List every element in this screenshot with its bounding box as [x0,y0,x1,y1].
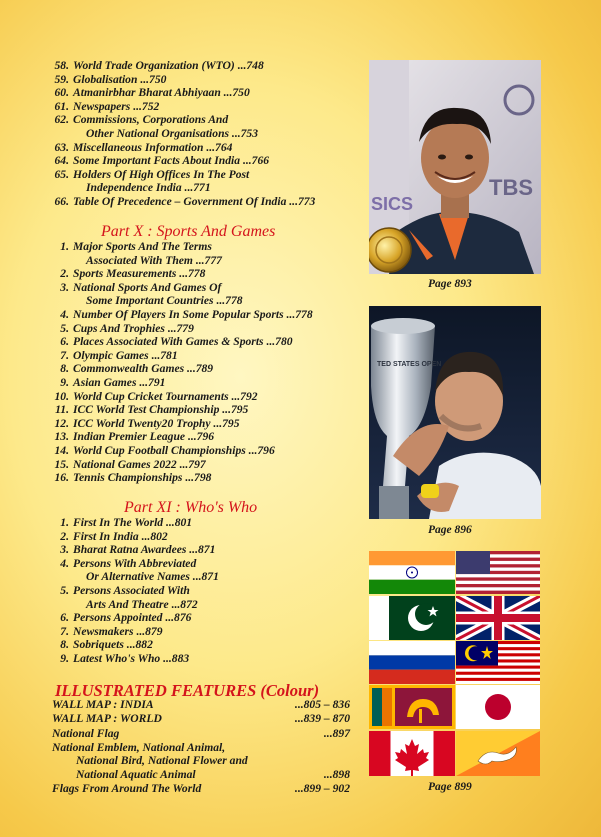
flag-pakistan [369,596,455,640]
item-text: Sports Measurements ...778 [73,267,206,281]
feature-label: National Flag [52,727,120,741]
list-item [52,195,370,209]
item-text: Places Associated With Games & Sports ...780 [73,335,293,349]
item-text: Persons With Abbreviated [73,556,197,570]
list-item [52,417,370,431]
list-item [52,113,370,127]
feature-label: WALL MAP : WORLD [52,711,162,725]
item-text: Asian Games ...791 [73,375,166,389]
tennis-trophy-image [369,306,541,519]
item-text: Newsmakers ...879 [73,624,163,638]
item-text-continued: Other National Organisations ...753 [86,126,259,140]
uk-flag-icon [456,596,540,640]
item-number: 62. [54,113,69,127]
item-number: 1. [60,516,69,529]
item-text-continued: Some Important Countries ...778 [86,294,243,308]
item-text: Holders Of High Offices In The Post [73,167,250,181]
list-item [52,516,370,530]
flag-japan [456,685,540,729]
list-item [52,362,370,376]
item-number: 5. [60,321,69,335]
item-text: First In The World ...801 [73,516,193,529]
item-text-continued: Or Alternative Names ...871 [86,570,219,584]
item-number: 7. [60,624,69,638]
features-list [52,698,352,795]
sri-lanka-flag-icon [369,685,455,729]
features-title: ILLUSTRATED FEATURES (Colour) [55,681,320,700]
feature-row [52,768,352,782]
item-text-continued: Independence India ...771 [86,181,211,195]
flag-uk [456,596,540,640]
item-number: 2. [60,529,69,543]
list-item [52,543,370,557]
item-number: 7. [60,348,69,362]
item-text: Miscellaneous Information ...764 [73,140,233,154]
flag-malaysia [456,641,540,684]
item-number: 13. [54,430,69,444]
feature-row [52,698,352,712]
item-text: Tennis Championships ...798 [73,471,212,485]
item-number: 58. [54,59,69,72]
feature-label: National Bird, National Flower and [76,754,248,768]
item-text: Major Sports And The Terms [73,240,212,253]
part-x-list [52,240,370,485]
item-text: Latest Who's Who ...883 [73,651,190,665]
item-text: Some Important Facts About India ...766 [73,154,270,168]
japan-flag-icon [456,685,540,729]
item-text: Commissions, Corporations And [73,113,229,127]
feature-pages: ...805 – 836 [294,698,350,711]
flag-usa [456,551,540,594]
list-item [52,376,370,390]
list-item [52,267,370,281]
list-item [52,430,370,444]
list-item [52,322,370,336]
malaysia-flag-icon [456,641,540,684]
list-item [52,611,370,625]
flag-canada [369,731,455,776]
feature-label: National Emblem, National Animal, [52,740,226,754]
list-item [52,638,370,652]
feature-row [52,741,352,755]
item-text: Commonwealth Games ...789 [73,362,214,376]
item-number: 3. [60,280,69,294]
feature-label: National Aquatic Animal [76,767,196,781]
russia-flag-icon [369,641,455,684]
feature-pages: ...899 – 902 [294,781,350,795]
item-number: 63. [54,140,69,154]
photo1-caption: Page 893 [428,278,472,290]
item-number: 3. [60,543,69,557]
list-item [52,73,370,87]
item-number: 10. [54,389,69,403]
item-number: 14. [54,443,69,457]
list-item [52,308,370,322]
item-text: Persons Associated With [73,583,190,597]
item-number: 9. [60,651,69,665]
feature-pages: ...898 [323,767,350,781]
banner-text-sics: SICS [371,194,414,214]
list-item [52,154,370,168]
item-text: First In India ...802 [73,529,168,543]
list-item [52,281,370,295]
list-item [52,390,370,404]
item-number: 1. [60,240,69,253]
item-text: ICC World Twenty20 Trophy ...795 [73,416,240,430]
item-number: 9. [60,375,69,389]
feature-row [52,782,352,796]
trophy-engraving: TED STATES OPEN [377,361,442,368]
item-text: Atmanirbhar Bharat Abhiyaan ...750 [73,86,250,100]
item-number: 15. [54,457,69,471]
item-number: 8. [60,362,69,376]
item-text: Globalisation ...750 [73,72,167,86]
item-number: 61. [54,99,69,113]
flags-caption: Page 899 [428,781,472,793]
list-item [52,557,370,571]
list-item [52,86,370,100]
item-text: National Sports And Games Of [73,280,222,294]
part-xi-title: Part XI : Who's Who [124,499,258,516]
item-text: Cups And Trophies ...779 [73,321,194,335]
canada-flag-icon [369,731,455,776]
flag-bhutan [456,731,540,776]
item-text-continued: Associated With Them ...777 [86,253,222,267]
item-number: 8. [60,638,69,652]
item-number: 2. [60,267,69,281]
list-item [52,444,370,458]
usa-flag-icon [456,551,540,594]
feature-label: WALL MAP : INDIA [52,698,154,711]
list-item [52,59,370,73]
item-number: 6. [60,611,69,625]
flag-india [369,551,455,594]
list-item [52,403,370,417]
item-text: Number Of Players In Some Popular Sports ...778 [73,307,313,321]
feature-pages: ...897 [323,727,350,741]
item-text: World Cup Football Championships ...796 [73,443,275,457]
item-text-continued: Arts And Theatre ...872 [86,597,198,611]
item-number: 4. [60,307,69,321]
list-item [52,335,370,349]
flag-sri-lanka [369,685,455,729]
list-item [52,141,370,155]
part-xi-list [52,516,370,666]
feature-label: Flags From Around The World [52,781,202,795]
athlete-medal-image [369,60,541,274]
list-item [52,530,370,544]
banner-text-tbs: TBS [489,175,533,200]
list-item [52,652,370,666]
list-item [52,471,370,485]
part-x-title: Part X : Sports And Games [101,223,276,240]
bhutan-flag-icon [456,731,540,776]
list-item [52,240,370,254]
feature-row [52,727,352,741]
feature-row [52,754,352,768]
item-text: Newspapers ...752 [73,99,160,113]
item-number: 60. [54,86,69,100]
flag-russia [369,641,455,684]
feature-row [52,712,352,726]
item-number: 65. [54,167,69,181]
item-text: Sobriquets ...882 [73,638,153,652]
photo2-caption: Page 896 [428,524,472,536]
item-text: Bharat Ratna Awardees ...871 [73,543,216,557]
item-number: 11. [55,403,69,417]
item-text: Indian Premier League ...796 [73,430,215,444]
india-flag-icon [369,551,455,594]
photo-tennis-trophy [369,306,541,519]
item-number: 64. [54,154,69,168]
item-number: 12. [54,416,69,430]
item-number: 16. [54,471,69,485]
item-number: 59. [54,72,69,86]
list-item [52,349,370,363]
list-item [52,625,370,639]
feature-pages: ...839 – 870 [294,711,350,725]
item-text: Table Of Precedence – Government Of India ...773 [73,194,316,208]
photo-athlete-medal [369,60,541,274]
item-text: Olympic Games ...781 [73,348,178,362]
list-item [52,168,370,182]
item-text: Persons Appointed ...876 [73,611,192,625]
item-text: World Cup Cricket Tournaments ...792 [73,389,258,403]
list-item [52,100,370,114]
item-number: 5. [60,583,69,597]
item-text: ICC World Test Championship ...795 [73,403,249,417]
item-number: 66. [54,194,69,208]
contents-list-a [52,59,370,209]
list-item [52,458,370,472]
item-text: World Trade Organization (WTO) ...748 [73,59,264,72]
item-number: 4. [60,556,69,570]
item-text: National Games 2022 ...797 [73,457,206,471]
pakistan-flag-icon [369,596,455,640]
item-number: 6. [60,335,69,349]
list-item [52,584,370,598]
